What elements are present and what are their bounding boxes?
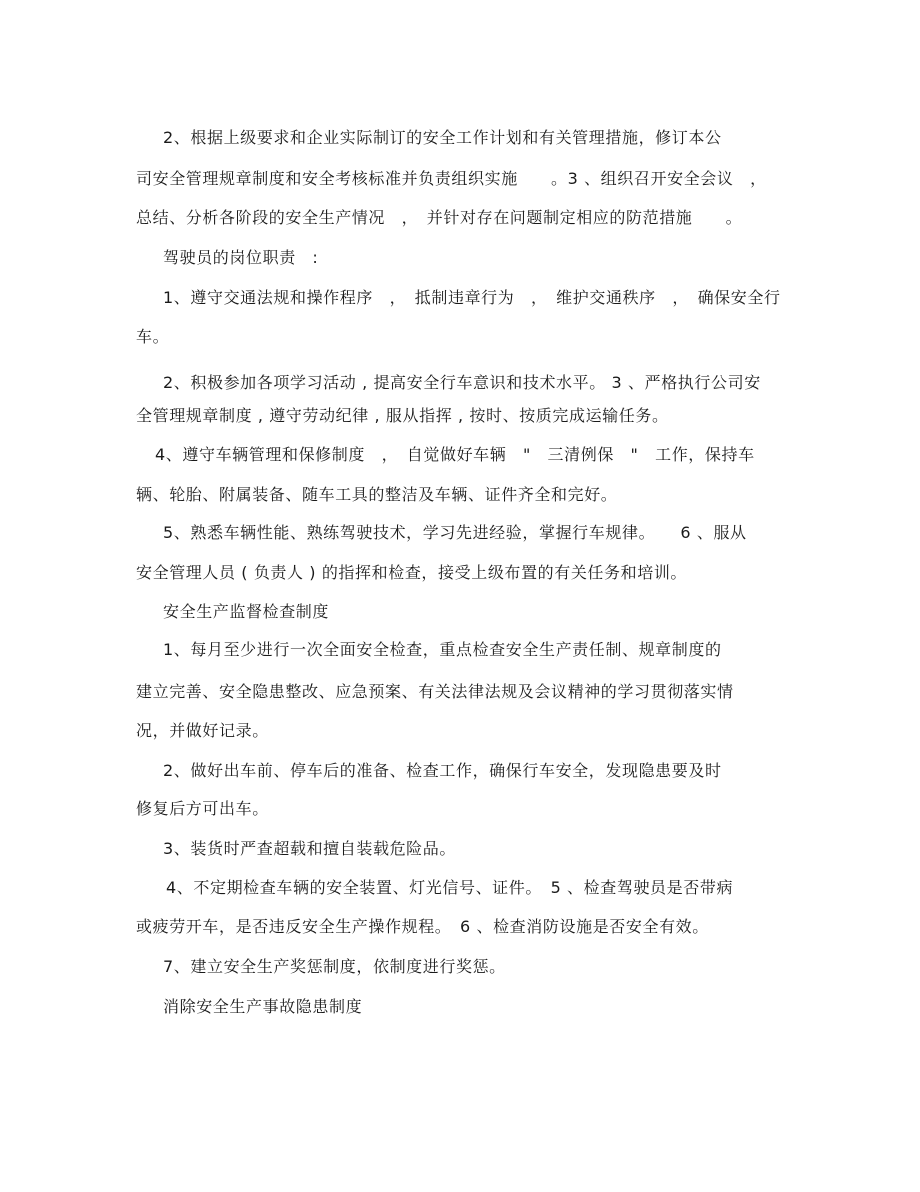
section-heading: 驾驶员的岗位职责 : xyxy=(163,248,319,267)
paragraph-line: 4、遵守车辆管理和保修制度 ， 自觉做好车辆 " 三清例保 " 工作，保持车 xyxy=(155,445,755,464)
paragraph-line: 全管理规章制度 , 遵守劳动纪律 , 服从指挥 , 按时、按质完成运输任务。 xyxy=(136,406,669,425)
section-heading: 消除安全生产事故隐患制度 xyxy=(163,997,363,1016)
paragraph-line: 2、积极参加各项学习活动 , 提高安全行车意识和技术水平。 3 、严格执行公司安 xyxy=(163,373,761,392)
paragraph-line: 司安全管理规章制度和安全考核标准并负责组织实施 。3 、组织召开安全会议 ， xyxy=(136,169,767,188)
paragraph-line: 况，并做好记录。 xyxy=(136,721,269,740)
paragraph-line: 1、每月至少进行一次全面安全检查，重点检查安全生产责任制、规章制度的 xyxy=(163,640,722,659)
paragraph-line: 辆、轮胎、附属装备、随车工具的整洁及车辆、证件齐全和完好。 xyxy=(136,485,618,504)
paragraph-line: 建立完善、安全隐患整改、应急预案、有关法律法规及会议精神的学习贯彻落实情 xyxy=(136,682,734,701)
paragraph-line: 7、建立安全生产奖惩制度，依制度进行奖惩。 xyxy=(163,957,506,976)
paragraph-line: 3、装货时严查超载和擅自装载危险品。 xyxy=(163,839,456,858)
paragraph-line: 2、做好出车前、停车后的准备、检查工作，确保行车安全，发现隐患要及时 xyxy=(163,761,722,780)
paragraph-line: 4、不定期检查车辆的安全装置、灯光信号、证件。 5 、检查驾驶员是否带病 xyxy=(166,878,734,897)
paragraph-line: 1、遵守交通法规和操作程序 ， 抵制违章行为 ， 维护交通秩序 ， 确保安全行 xyxy=(163,288,781,307)
section-heading: 安全生产监督检查制度 xyxy=(163,602,330,621)
paragraph-line: 或疲劳开车，是否违反安全生产操作规程。 6 、检查消防设施是否安全有效。 xyxy=(136,917,709,936)
paragraph-line: 车。 xyxy=(136,327,170,346)
paragraph-line: 总结、分析各阶段的安全生产情况 ， 并针对存在问题制定相应的防范措施 。 xyxy=(136,208,743,227)
paragraph-line: 2、根据上级要求和企业实际制订的安全工作计划和有关管理措施，修订本公 xyxy=(163,128,722,147)
paragraph-line: 5、熟悉车辆性能、熟练驾驶技术，学习先进经验，掌握行车规律。 6 、服从 xyxy=(163,523,747,542)
paragraph-line: 安全管理人员 ( 负责人 ) 的指挥和检查，接受上级布置的有关任务和培训。 xyxy=(136,563,688,582)
paragraph-line: 修复后方可出车。 xyxy=(136,799,269,818)
